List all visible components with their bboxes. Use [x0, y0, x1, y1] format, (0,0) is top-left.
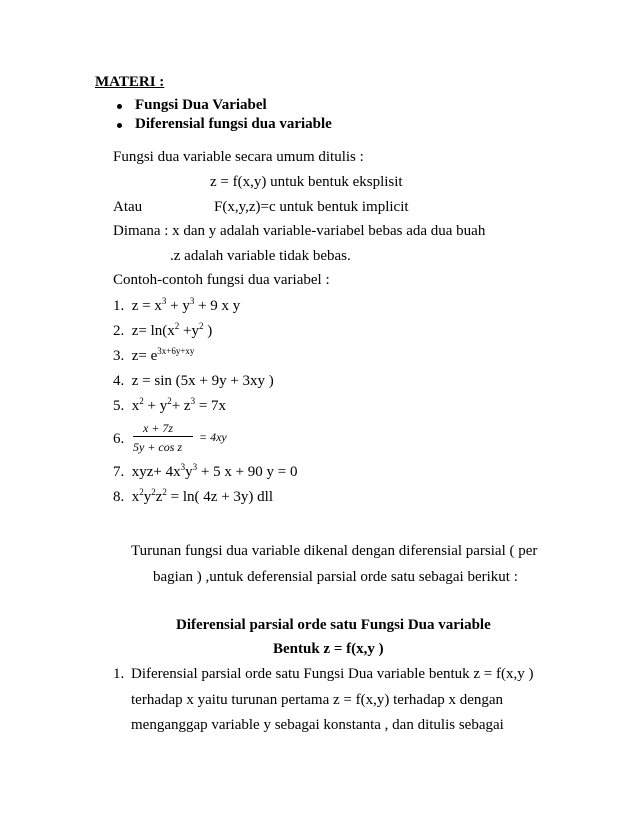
bullet-icon: [117, 123, 122, 128]
example-item: [113, 346, 195, 364]
examples-title: Contoh-contoh fungsi dua variabel :: [113, 272, 330, 288]
example-text: + y: [166, 298, 190, 314]
example-text: ): [203, 323, 213, 339]
item-text-cont: menganggap variable y sebagai konstanta , dan ditulis sebagai: [131, 717, 504, 733]
example-text: + z: [171, 398, 191, 414]
topic-item: Diferensial fungsi dua variable: [135, 116, 332, 132]
intro-text: Fungsi dua variable secara umum ditulis :: [113, 149, 364, 165]
page-heading: MATERI :: [95, 74, 165, 90]
example-exponent: 2: [151, 487, 156, 497]
example-text: z = sin (5x + 9y + 3xy ): [131, 373, 274, 389]
example-number: 3.: [113, 348, 125, 364]
section-subtitle: Bentuk z = f(x,y ): [273, 641, 384, 657]
example-exponent: 2: [174, 321, 180, 331]
turunan-paragraph-cont: bagian ) ,untuk deferensial parsial orde satu sebagai berikut :: [153, 569, 518, 585]
example-text: z = x: [131, 298, 162, 314]
dimana-text: Dimana : x dan y adalah variable-variabel bebas ada dua buah: [113, 223, 486, 239]
turunan-paragraph: Turunan fungsi dua variable dikenal dengan diferensial parsial ( per: [131, 543, 538, 559]
example-text: z= e: [131, 348, 158, 364]
item-text: Diferensial parsial orde satu Fungsi Dua variable bentuk z = f(x,y ): [131, 666, 534, 682]
example-exponent: 2: [167, 396, 172, 406]
bullet-icon: [117, 104, 122, 109]
example-text: z: [155, 489, 163, 505]
example-text: x: [131, 398, 140, 414]
example-exponent: 2: [139, 396, 144, 406]
fraction-denominator: 5y + cos z: [133, 440, 183, 454]
example-text: = ln( 4z + 3y) dll: [166, 489, 273, 505]
example-number: 2.: [113, 323, 125, 339]
explicit-form: z = f(x,y) untuk bentuk eksplisit: [210, 174, 403, 190]
example-item: [113, 462, 298, 480]
fraction-numerator: x + 7z: [143, 421, 174, 435]
example-text: + 9 x y: [194, 298, 241, 314]
example-number: 6.: [113, 431, 125, 447]
fraction-bar: [133, 436, 193, 437]
example-text: = 7x: [195, 398, 227, 414]
item-text-cont: terhadap x yaitu turunan pertama z = f(x,y) terhadap x dengan: [131, 692, 504, 708]
example-item: [113, 374, 274, 389]
example-text: z= ln(x: [131, 323, 175, 339]
example-text: +y: [179, 323, 199, 339]
example-exponent: 2: [199, 321, 204, 331]
example-exponent: 2: [162, 487, 167, 497]
example-item: [113, 396, 227, 414]
fraction-equation: [133, 421, 253, 457]
example-exponent: 3: [192, 462, 198, 472]
topic-item: Fungsi Dua Variabel: [135, 97, 267, 113]
example-exponent: 3: [161, 296, 167, 306]
implicit-form: F(x,y,z)=c untuk bentuk implicit: [214, 199, 409, 215]
example-exponent: 3: [180, 462, 186, 472]
item-number: 1.: [113, 666, 125, 682]
example-number: 5.: [113, 398, 125, 414]
example-exponent: 3: [190, 396, 196, 406]
example-text: + y: [143, 398, 168, 414]
example-number: 7.: [113, 464, 125, 480]
example-item: [113, 296, 241, 314]
example-exponent: 2: [139, 487, 144, 497]
example-number: 8.: [113, 489, 125, 505]
section-title: Diferensial parsial orde satu Fungsi Dua variable: [176, 617, 491, 633]
example-item: [113, 487, 273, 505]
example-number: 4.: [113, 373, 125, 389]
example-exponent: 3: [189, 296, 195, 306]
example-text: y: [143, 489, 152, 505]
example-text: xyz+ 4x: [131, 464, 181, 480]
example-exponent: 3x+6y+xy: [157, 346, 195, 356]
dimana-text-cont: .z adalah variable tidak bebas.: [170, 248, 351, 264]
example-item: [113, 321, 213, 339]
example-text: x: [131, 489, 140, 505]
example-text: y: [185, 464, 193, 480]
example-number: 1.: [113, 298, 125, 314]
fraction-rhs: = 4xy: [199, 430, 227, 444]
atau-label: Atau: [113, 199, 143, 215]
example-text: + 5 x + 90 y = 0: [197, 464, 298, 480]
